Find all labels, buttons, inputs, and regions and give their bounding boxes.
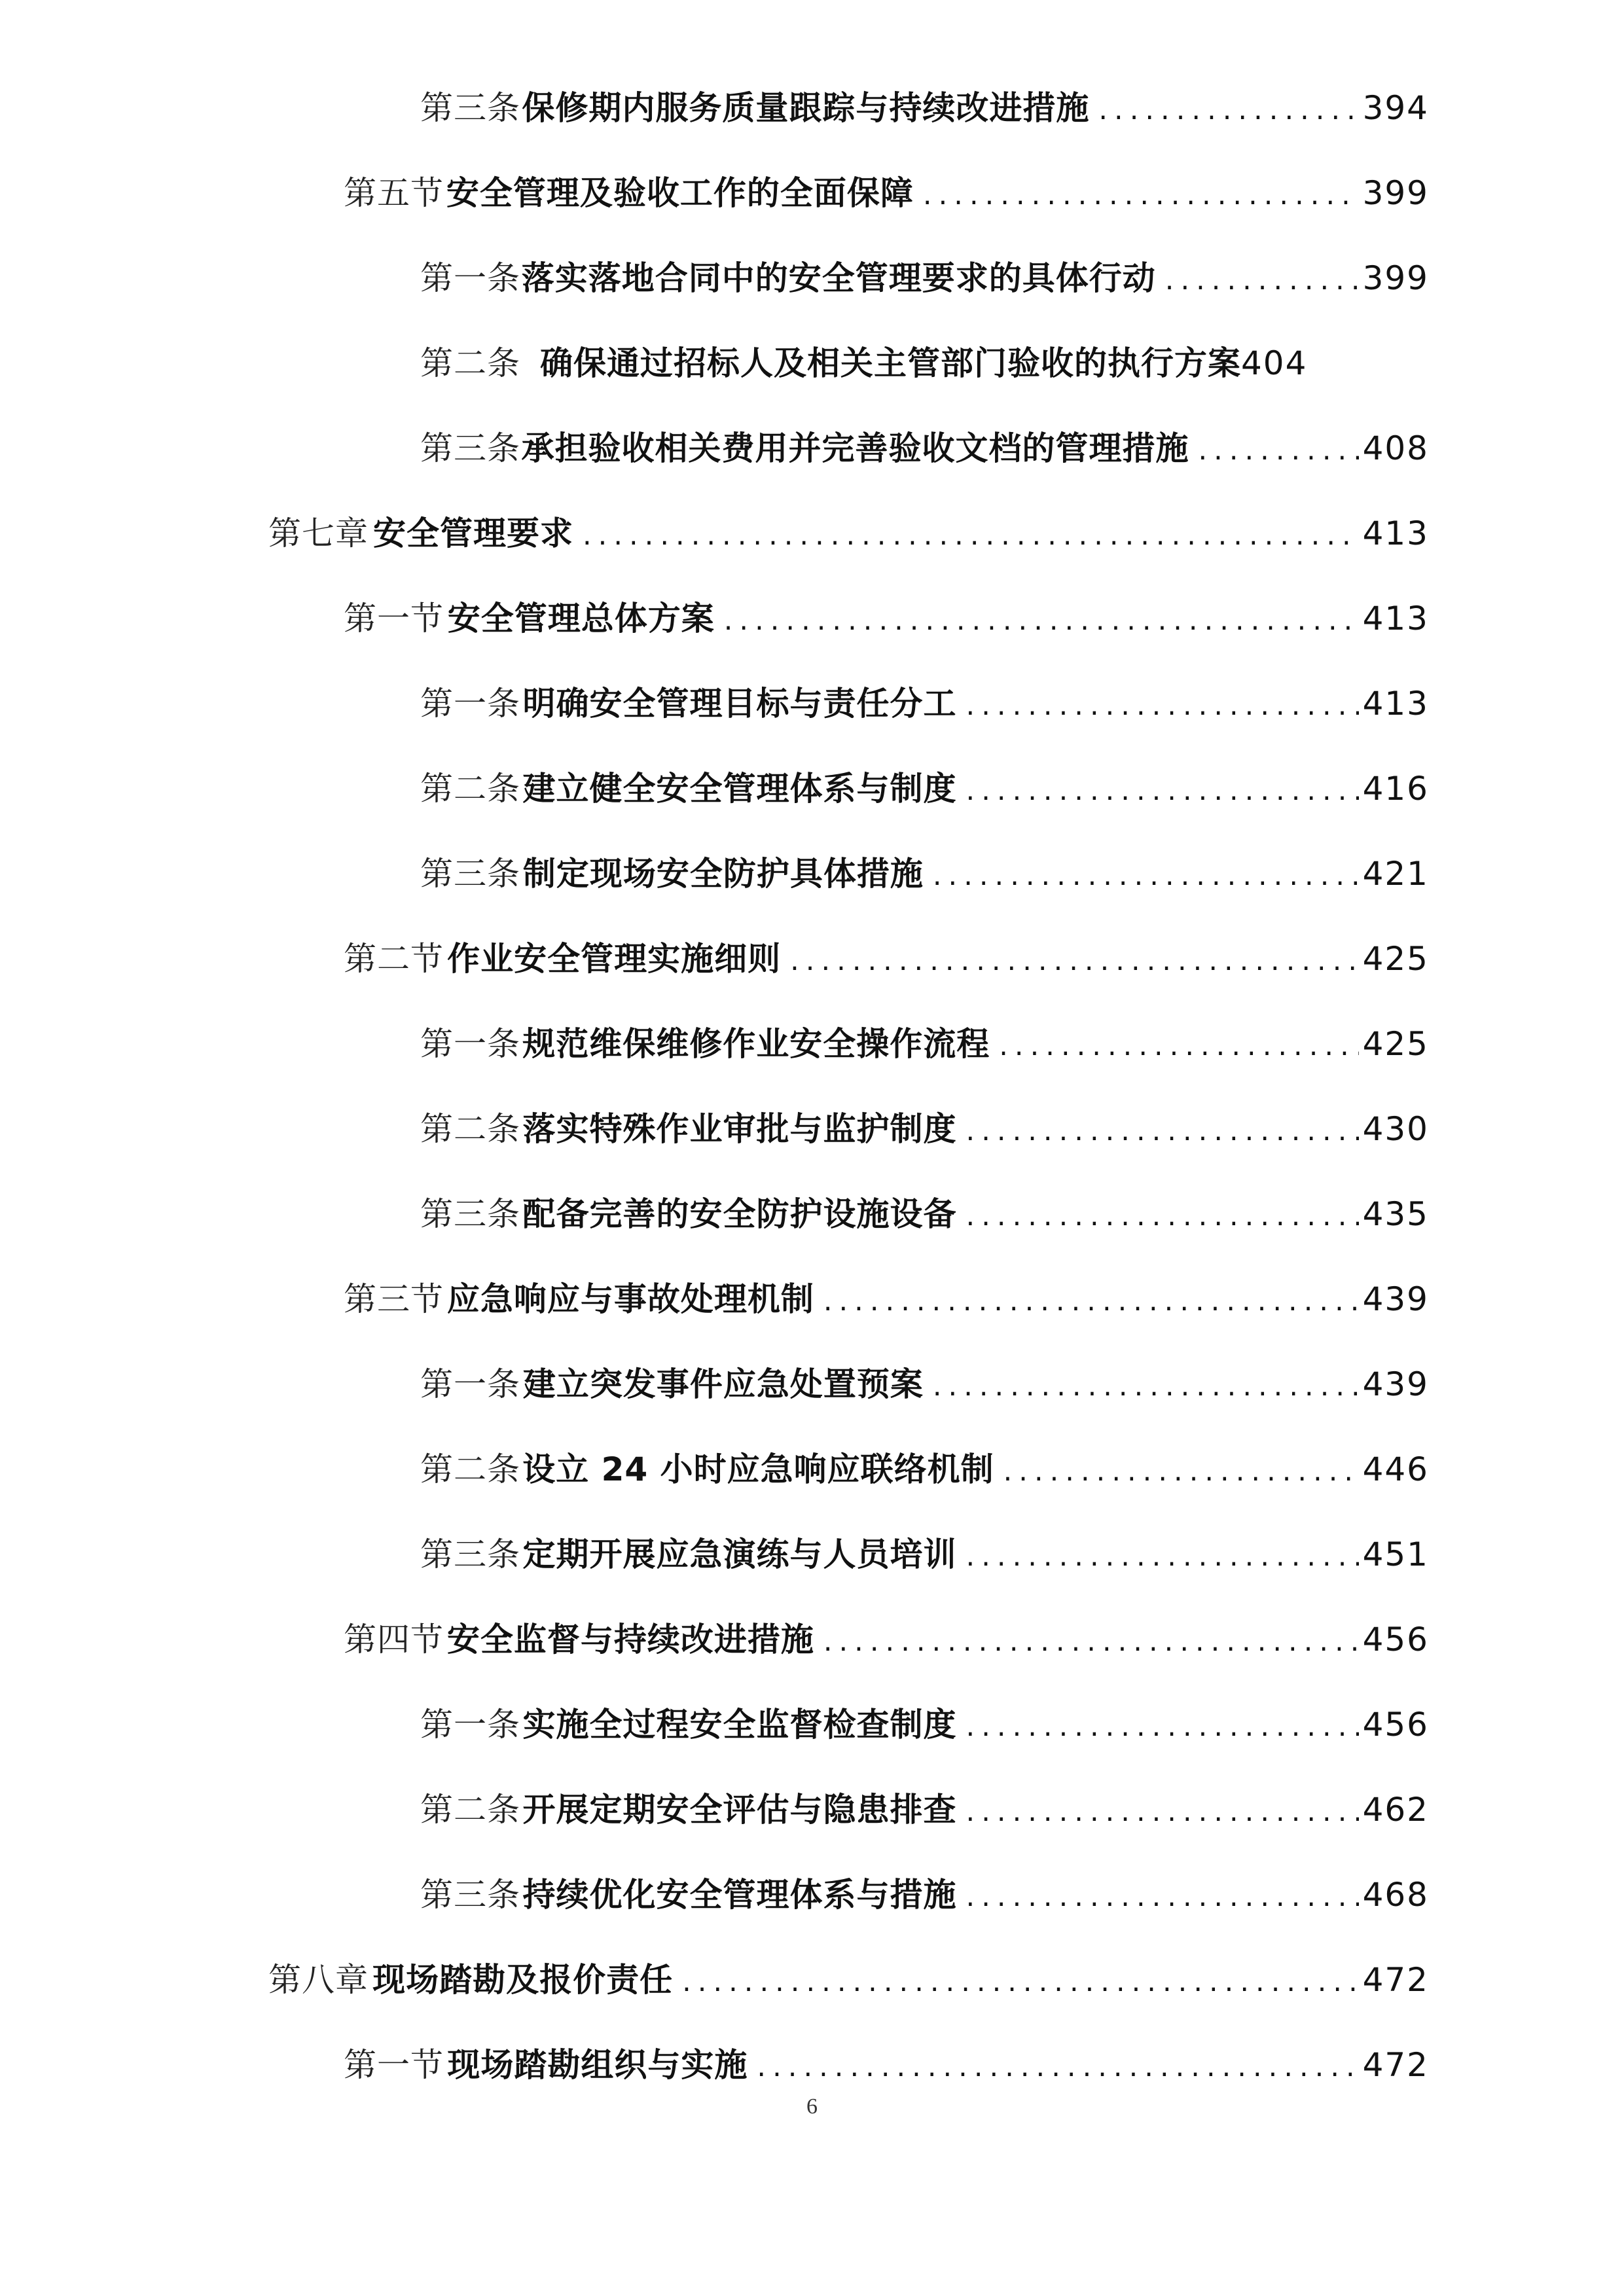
toc-entry-number: 第四节 [344,1621,444,1659]
toc-entry[interactable] [344,1604,1429,1676]
toc-entry[interactable] [420,668,1429,740]
toc-dot-leader [787,927,1358,999]
toc-dot-leader [930,842,1359,914]
toc-entry-number: 第一节 [344,2046,444,2084]
toc-entry[interactable] [344,157,1429,229]
toc-entry-title: 持续优化安全管理体系与措施 [522,1876,957,1914]
toc-entry-title: 承担验收相关费用并完善验收文档的管理措施 [521,429,1189,467]
toc-entry-page: 472 [1362,2046,1429,2084]
toc-entry-number: 第二条 [420,344,520,382]
toc-dot-leader [964,1693,1359,1765]
toc-dot-leader [1163,246,1359,318]
toc-entry-page: 439 [1362,1280,1429,1318]
toc-entry-number: 第三条 [420,1535,520,1573]
toc-entry[interactable] [420,1433,1429,1505]
toc-entry-page: 451 [1362,1535,1429,1573]
toc-dot-leader [964,672,1359,744]
toc-entry-page: 456 [1362,1621,1429,1659]
toc-entry-number: 第二条 [420,1110,520,1148]
toc-entry[interactable] [420,412,1429,484]
toc-entry[interactable] [344,2029,1429,2101]
toc-dot-leader [1001,1437,1359,1509]
toc-dot-leader [679,1948,1358,2020]
toc-entry-page: 399 [1362,259,1429,297]
toc-entry-number: 第三条 [420,855,520,893]
toc-entry-number: 第一条 [420,1025,520,1063]
toc-entry[interactable] [344,1263,1429,1335]
toc-entry-page: 399 [1362,174,1429,212]
toc-entry-number: 第二条 [420,770,520,808]
toc-entry-number: 第三节 [344,1280,444,1318]
toc-entry-title: 定期开展应急演练与人员培训 [522,1535,957,1573]
toc-entry-title: 确保通过招标人及相关主管部门验收的执行方案 [540,344,1241,382]
toc-entry-title: 实施全过程安全监督检查制度 [522,1706,957,1744]
toc-entry[interactable] [420,327,1429,399]
toc-dot-leader [964,757,1359,829]
toc-entry-title: 保修期内服务质量跟踪与持续改进措施 [522,89,1090,127]
toc-entry-page: 462 [1362,1791,1429,1829]
toc-entry-title: 安全管理要求 [372,514,573,552]
toc-entry-title: 制定现场安全防护具体措施 [522,855,924,893]
toc-dot-leader [964,1182,1359,1254]
toc-entry-title: 设立 24 小时应急响应联络机制 [522,1450,994,1488]
toc-entry[interactable] [420,1518,1429,1590]
toc-entry-title: 明确安全管理目标与责任分工 [522,685,957,723]
toc-dot-leader [821,1607,1359,1679]
toc-entry-title: 落实落地合同中的安全管理要求的具体行动 [521,259,1156,297]
toc-entry-title: 建立突发事件应急处置预案 [522,1365,924,1403]
toc-entry-page: 472 [1362,1961,1429,1999]
toc-entry-number: 第三条 [420,429,520,467]
toc-entry[interactable] [420,838,1429,910]
toc-entry-page: 413 [1362,685,1429,723]
toc-entry-page: 408 [1362,429,1429,467]
toc-entry-title: 建立健全安全管理体系与制度 [522,770,957,808]
toc-entry-title: 配备完善的安全防护设施设备 [522,1195,957,1233]
toc-entry-number: 第二条 [420,1450,520,1488]
toc-entry-number: 第三条 [420,89,520,127]
toc-entry[interactable] [420,1859,1429,1931]
toc-entry-page: 416 [1362,770,1429,808]
toc-entry-title: 应急响应与事故处理机制 [446,1280,814,1318]
toc-dot-leader [1195,416,1358,488]
toc-entry-number: 第八章 [268,1961,369,1999]
toc-entry[interactable] [420,1774,1429,1846]
toc-entry-number: 第七章 [268,514,369,552]
toc-entry[interactable] [420,1093,1429,1165]
toc-entry-number: 第一节 [344,600,444,637]
toc-entry-page: 446 [1362,1450,1429,1488]
toc-entry-page: 425 [1362,1025,1429,1063]
toc-dot-leader [964,1863,1359,1935]
toc-entry-title: 落实特殊作业审批与监护制度 [522,1110,957,1148]
toc-entry-page: 404 [1241,344,1308,382]
toc-dot-leader [721,586,1359,658]
page-number: 6 [806,2094,818,2119]
toc-dot-leader [580,501,1359,573]
toc-entry-number: 第一条 [420,1365,520,1403]
toc-dot-leader [996,1012,1358,1084]
toc-entry-number: 第三条 [420,1195,520,1233]
toc-entry-title: 安全监督与持续改进措施 [446,1621,814,1659]
toc-dot-leader [964,1097,1359,1169]
toc-entry-number: 第三条 [420,1876,520,1914]
toc-entry-title: 作业安全管理实施细则 [447,940,782,978]
toc-entry-page: 413 [1362,600,1429,637]
toc-dot-leader [821,1267,1359,1339]
toc-dot-leader [930,1352,1359,1424]
toc-entry-page: 394 [1362,89,1429,127]
toc-entry[interactable] [420,1689,1429,1761]
toc-entry[interactable] [344,923,1429,995]
toc-entry-title: 安全管理总体方案 [447,600,715,637]
toc-entry[interactable] [268,497,1429,569]
toc-entry-title: 现场踏勘及报价责任 [372,1961,674,1999]
toc-entry-page: 413 [1362,514,1429,552]
toc-entry-page: 439 [1362,1365,1429,1403]
toc-entry-page: 435 [1362,1195,1429,1233]
toc-entry[interactable] [420,1178,1429,1250]
toc-entry-title: 开展定期安全评估与隐患排查 [522,1791,957,1829]
toc-entry-title: 规范维保维修作业安全操作流程 [522,1025,990,1063]
toc-entry-page: 468 [1362,1876,1429,1914]
toc-entry[interactable] [420,1348,1429,1420]
toc-dot-leader [920,161,1359,233]
toc-entry-title: 安全管理及验收工作的全面保障 [446,174,914,212]
toc-entry-title: 现场踏勘组织与实施 [447,2046,748,2084]
toc-entry[interactable] [420,72,1429,144]
toc-entry-page: 425 [1362,940,1429,978]
toc-dot-leader [964,1522,1359,1594]
toc-entry-number: 第一条 [420,1706,520,1744]
toc-entry[interactable] [420,753,1429,825]
toc-entry[interactable] [420,1008,1429,1080]
toc-entry[interactable] [344,583,1429,655]
toc-entry[interactable] [420,242,1429,314]
toc-entry-page: 456 [1362,1706,1429,1744]
toc-dot-leader [964,1778,1359,1850]
toc-entry-page: 430 [1362,1110,1429,1148]
toc-entry[interactable] [268,1944,1429,2016]
toc-entry-number: 第二节 [344,940,444,978]
toc-entry-page: 421 [1362,855,1429,893]
toc-dot-leader [1096,76,1358,148]
toc-entry-number: 第二条 [420,1791,520,1829]
toc-entry-number: 第一条 [420,685,520,723]
toc-entry-number: 第一条 [420,259,520,297]
toc-entry-number: 第五节 [344,174,444,212]
